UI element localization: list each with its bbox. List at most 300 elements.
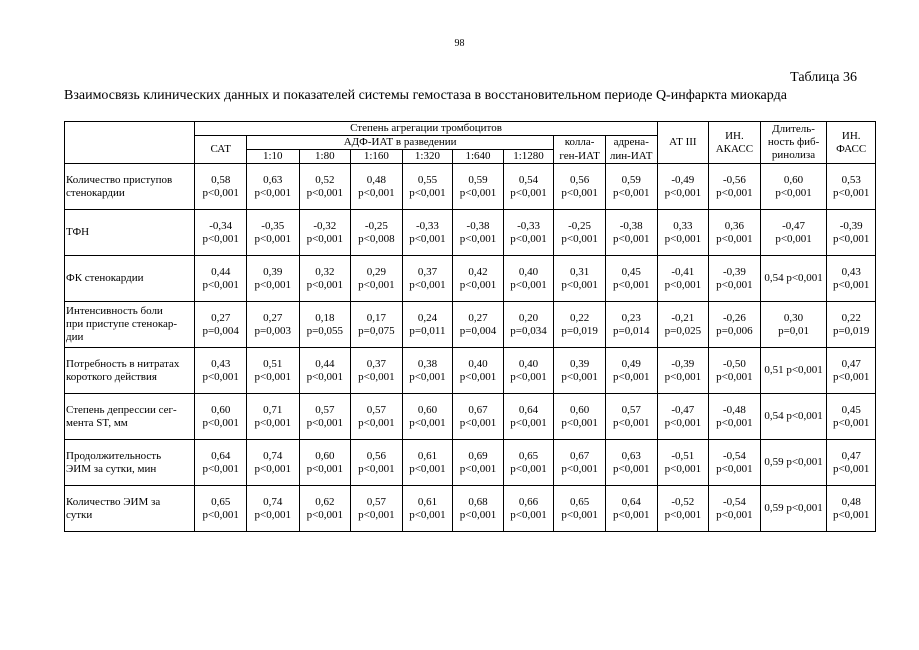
cell-value: 0,55	[417, 173, 438, 186]
header-dilution: 1:10	[246, 150, 299, 164]
cell-p-value: p<0,001	[459, 186, 497, 199]
cell-p-value: p<0,001	[358, 370, 395, 383]
cell-value: -0,38	[466, 219, 490, 232]
cell-value: 0,47	[841, 449, 861, 462]
cell-p-value: p=0,014	[612, 324, 650, 337]
cell-value: 0,65	[211, 495, 231, 508]
table-cell	[605, 486, 657, 532]
cell-p-value: p<0,001	[306, 416, 344, 429]
cell-value: 0,63	[621, 449, 641, 462]
cell-p-value: p<0,001	[254, 508, 291, 521]
table-cell	[503, 440, 554, 486]
cell-value: 0,38	[417, 357, 438, 370]
cell-value: 0,47	[841, 357, 861, 370]
cell-value: 0,20	[518, 311, 539, 324]
cell-value: 0,17	[366, 311, 387, 324]
cell-p-value: p<0,001	[832, 278, 870, 291]
header-in-fass-line1: ИН.	[841, 129, 861, 142]
cell-p-value: p<0,001	[612, 278, 650, 291]
table-cell	[402, 394, 453, 440]
cell-value: 0,57	[366, 495, 387, 508]
cell-p-value: p<0,001	[459, 370, 497, 383]
cell-p-value: p<0,001	[202, 186, 239, 199]
table-cell	[503, 302, 554, 348]
cell-value: 0,68	[468, 495, 488, 508]
table-row	[65, 394, 876, 440]
cell-p-value: p<0,001	[510, 508, 547, 521]
cell-value: 0,64	[518, 403, 539, 416]
table-row	[65, 302, 876, 348]
table-cell	[246, 256, 299, 302]
cell-p-value: p=0,034	[510, 324, 547, 337]
table-cell	[760, 486, 827, 532]
cell-p-value: p<0,001	[561, 278, 598, 291]
row-label	[65, 394, 195, 440]
row-label-line: Степень депрессии сег-	[66, 403, 177, 416]
table-row	[65, 440, 876, 486]
table-cell	[195, 440, 247, 486]
table-cell	[760, 440, 827, 486]
header-fibrinolysis-line1: Длитель-	[772, 123, 815, 135]
cell-value: -0,39	[671, 357, 695, 370]
header-in-akass-line2: АКАСС	[715, 142, 754, 155]
cell-value: 0,27	[263, 311, 283, 324]
cell-value: -0,32	[313, 219, 337, 232]
table-cell	[195, 486, 247, 532]
table-cell	[554, 210, 606, 256]
cell-p-value: p=0,019	[832, 324, 870, 337]
cell-p-value: p<0,001	[716, 186, 753, 199]
cell-value: -0,56	[722, 173, 746, 186]
table-cell	[503, 164, 554, 210]
table-cell	[709, 256, 761, 302]
cell-value: -0,47	[671, 403, 695, 416]
cell-value: 0,57	[315, 403, 335, 416]
table-cell	[554, 486, 606, 532]
header-in-fass	[827, 122, 876, 164]
cell-value: 0,67	[569, 449, 590, 462]
table-cell	[554, 164, 606, 210]
table-cell	[657, 256, 709, 302]
table-cell	[299, 348, 351, 394]
table-cell	[657, 486, 709, 532]
cell-p-value: p<0,001	[561, 508, 598, 521]
table-cell	[760, 348, 827, 394]
cell-value: -0,48	[722, 403, 746, 416]
table-cell	[605, 348, 657, 394]
cell-p-value: p<0,001	[510, 416, 547, 429]
table-cell	[246, 164, 299, 210]
table-cell	[351, 348, 403, 394]
header-in-fass-line2: ФАСС	[836, 142, 867, 155]
table-cell	[827, 440, 876, 486]
table-body	[65, 164, 876, 532]
table-cell	[195, 302, 247, 348]
cell-value: 0,56	[366, 449, 387, 462]
header-kollagen-top: колла-	[554, 136, 606, 150]
table-cell	[402, 486, 453, 532]
cell-value: 0,18	[315, 311, 335, 324]
cell-p-value: p<0,001	[459, 462, 497, 475]
cell-value: 0,43	[211, 357, 231, 370]
cell-p-value: p=0,075	[358, 324, 395, 337]
header-sat: САТ	[195, 136, 247, 164]
cell-value: 0,31	[569, 265, 590, 278]
row-label	[65, 348, 195, 394]
cell-p-value: p<0,001	[306, 232, 344, 245]
table-cell	[402, 256, 453, 302]
table-cell	[657, 210, 709, 256]
cell-value: -0,39	[722, 265, 746, 278]
cell-value: 0,40	[518, 265, 539, 278]
cell-value: 0,45	[621, 265, 641, 278]
cell-p-value: p<0,001	[832, 416, 870, 429]
table-cell	[827, 394, 876, 440]
cell-p-value: p<0,001	[358, 278, 395, 291]
cell-p-value: p<0,001	[202, 462, 239, 475]
table-cell	[453, 164, 504, 210]
cell-value: 0,39	[263, 265, 283, 278]
cell-value: 0,59	[468, 173, 488, 186]
table-cell	[827, 256, 876, 302]
table-cell	[453, 210, 504, 256]
table-cell	[605, 164, 657, 210]
cell-value: -0,49	[671, 173, 695, 186]
cell-value: -0,51	[671, 449, 695, 462]
cell-p-value: p<0,001	[510, 370, 547, 383]
cell-p-value: p<0,001	[664, 186, 702, 199]
cell-p-value: p<0,001	[664, 278, 702, 291]
cell-p-value: p<0,001	[612, 232, 650, 245]
cell-p-value: p<0,001	[561, 370, 598, 383]
cell-p-value: p<0,001	[832, 508, 870, 521]
table-cell	[760, 394, 827, 440]
cell-value: 0,48	[366, 173, 387, 186]
cell-p-value: p<0,001	[459, 416, 497, 429]
table-cell	[503, 256, 554, 302]
cell-value: 0,53	[841, 173, 861, 186]
table-cell	[503, 394, 554, 440]
table-cell	[453, 302, 504, 348]
cell-value: 0,59	[621, 173, 641, 186]
table-cell	[453, 394, 504, 440]
table-cell	[453, 486, 504, 532]
cell-p-value: p=0,004	[459, 324, 497, 337]
cell-p-value: p<0,001	[775, 186, 812, 199]
page-number: 98	[454, 38, 465, 49]
cell-p-value: p<0,001	[409, 278, 446, 291]
row-label	[65, 486, 195, 532]
cell-p-value: p=0,01	[778, 324, 810, 337]
table-cell	[402, 348, 453, 394]
table-cell	[453, 348, 504, 394]
cell-p-value: p<0,001	[775, 232, 812, 245]
cell-value: 0,24	[417, 311, 438, 324]
row-label	[65, 210, 195, 256]
table-cell	[657, 302, 709, 348]
table-cell	[605, 256, 657, 302]
table-cell	[827, 486, 876, 532]
table-cell	[657, 164, 709, 210]
cell-p-value: p<0,001	[358, 462, 395, 475]
cell-p-value: p<0,001	[202, 370, 239, 383]
table-cell	[299, 440, 351, 486]
header-adf-dilution: АДФ-ИАТ в разведении	[246, 136, 553, 150]
cell-value: 0,22	[841, 311, 861, 324]
header-adrenalin-bottom: лин-ИАТ	[605, 150, 657, 164]
cell-value: 0,60	[417, 403, 438, 416]
cell-p-value: p<0,001	[306, 278, 344, 291]
row-label	[65, 440, 195, 486]
row-label-line: Продолжительность	[66, 449, 162, 462]
cell-value: 0,29	[366, 265, 387, 278]
cell-p-value: p<0,001	[612, 462, 650, 475]
header-fibrinolysis-line2: ность фиб-	[767, 136, 820, 148]
header-adrenalin-top: адрена-	[605, 136, 657, 150]
row-label-line: Потребность в нитратах	[66, 357, 180, 370]
table-cell	[299, 302, 351, 348]
cell-p-value: p<0,001	[202, 232, 239, 245]
cell-p-value: p=0,025	[664, 324, 702, 337]
cell-p-value: p<0,001	[510, 462, 547, 475]
table-row	[65, 210, 876, 256]
cell-value: 0,40	[518, 357, 539, 370]
table-cell	[351, 440, 403, 486]
cell-value: 0,60	[211, 403, 231, 416]
cell-value: 0,36	[724, 219, 745, 232]
row-label-line: Количество приступов	[66, 173, 173, 186]
cell-value: 0,48	[841, 495, 861, 508]
cell-value: 0,30	[783, 311, 804, 324]
cell-value: 0,54	[518, 173, 539, 186]
cell-p-value: p<0,001	[409, 416, 446, 429]
table-row	[65, 164, 876, 210]
cell-value: 0,32	[315, 265, 335, 278]
table-cell	[605, 440, 657, 486]
table-cell	[299, 394, 351, 440]
cell-p-value: p<0,001	[561, 416, 598, 429]
header-kollagen-bottom: ген-ИАТ	[554, 150, 606, 164]
cell-p-value: p<0,001	[306, 370, 344, 383]
row-label-line: дии	[66, 331, 84, 343]
cell-value: 0,54 p<0,001	[764, 272, 823, 284]
table-cell	[503, 486, 554, 532]
table-cell	[351, 256, 403, 302]
table-cell	[709, 486, 761, 532]
table-cell	[760, 302, 827, 348]
header-aggregation-group: Степень агрегации тромбоцитов	[195, 122, 657, 136]
table-title: Взаимосвязь клинических данных и показателей системы гемостаза в восстановительном периоде Q-инфаркта миокарда	[64, 88, 787, 103]
table-cell	[709, 302, 761, 348]
correlation-table	[64, 121, 876, 532]
cell-p-value: p<0,001	[561, 186, 598, 199]
cell-p-value: p<0,001	[561, 462, 598, 475]
cell-p-value: p<0,001	[459, 232, 497, 245]
table-cell	[402, 302, 453, 348]
cell-value: 0,59 p<0,001	[764, 502, 823, 514]
cell-value: -0,39	[839, 219, 863, 232]
cell-value: 0,51	[263, 357, 283, 370]
table-cell	[351, 302, 403, 348]
cell-p-value: p<0,001	[254, 462, 291, 475]
cell-value: -0,50	[722, 357, 746, 370]
header-blank-cell	[65, 122, 195, 164]
cell-value: 0,60	[315, 449, 335, 462]
table-cell	[657, 348, 709, 394]
table-cell	[195, 210, 247, 256]
cell-value: 0,63	[263, 173, 283, 186]
cell-p-value: p<0,001	[612, 508, 650, 521]
cell-value: 0,27	[211, 311, 231, 324]
table-cell	[827, 210, 876, 256]
row-label-line: ЭИМ за сутки, мин	[66, 462, 157, 475]
table-cell	[402, 440, 453, 486]
cell-value: -0,33	[415, 219, 439, 232]
cell-value: 0,69	[468, 449, 488, 462]
table-cell	[657, 394, 709, 440]
table-cell	[246, 210, 299, 256]
table-cell	[195, 256, 247, 302]
table-cell	[299, 486, 351, 532]
cell-value: -0,34	[209, 219, 233, 232]
table-cell	[827, 302, 876, 348]
table-cell	[709, 348, 761, 394]
cell-value: 0,44	[315, 357, 335, 370]
cell-p-value: p<0,001	[716, 462, 753, 475]
cell-value: 0,57	[366, 403, 387, 416]
cell-value: 0,33	[673, 219, 693, 232]
cell-value: -0,25	[364, 219, 388, 232]
row-label	[65, 302, 195, 348]
header-in-akass	[709, 122, 761, 164]
table-cell	[709, 210, 761, 256]
cell-p-value: p<0,001	[409, 186, 446, 199]
cell-value: 0,44	[211, 265, 231, 278]
cell-p-value: p<0,001	[832, 186, 870, 199]
header-fibrinolysis-line3: ринолиза	[771, 149, 816, 161]
header-fibrinolysis	[760, 122, 827, 164]
cell-p-value: p<0,001	[716, 370, 753, 383]
table-row	[65, 486, 876, 532]
row-label-line: Интенсивность боли	[66, 305, 163, 317]
table-cell	[605, 302, 657, 348]
cell-p-value: p<0,001	[612, 370, 650, 383]
cell-p-value: p<0,001	[664, 370, 702, 383]
table-cell	[760, 256, 827, 302]
header-in-akass-line1: ИН.	[725, 129, 744, 142]
table-cell	[827, 348, 876, 394]
cell-p-value: p<0,001	[510, 278, 547, 291]
cell-p-value: p<0,001	[254, 278, 291, 291]
header-dilution: 1:1280	[503, 150, 554, 164]
table-cell	[503, 210, 554, 256]
cell-value: -0,25	[568, 219, 592, 232]
table-cell	[246, 486, 299, 532]
table-label: Таблица 36	[790, 70, 857, 85]
cell-p-value: p<0,001	[202, 416, 239, 429]
cell-value: 0,60	[783, 173, 804, 186]
cell-value: 0,65	[569, 495, 590, 508]
cell-p-value: p=0,004	[202, 324, 239, 337]
cell-value: 0,64	[211, 449, 231, 462]
cell-p-value: p<0,001	[510, 186, 547, 199]
cell-value: 0,57	[621, 403, 641, 416]
cell-p-value: p=0,011	[409, 324, 446, 337]
cell-p-value: p<0,001	[358, 186, 395, 199]
table-cell	[351, 394, 403, 440]
table-cell	[760, 210, 827, 256]
header-at3: АТ III	[657, 122, 709, 164]
table-row	[65, 348, 876, 394]
table-cell	[246, 394, 299, 440]
table-cell	[605, 210, 657, 256]
table-cell	[402, 210, 453, 256]
cell-value: 0,39	[569, 357, 590, 370]
cell-value: 0,43	[841, 265, 861, 278]
cell-value: -0,54	[722, 449, 746, 462]
cell-p-value: p<0,001	[664, 508, 702, 521]
cell-value: -0,52	[671, 495, 695, 508]
cell-p-value: p<0,001	[254, 370, 291, 383]
table-cell	[554, 256, 606, 302]
cell-p-value: p=0,006	[716, 324, 753, 337]
row-label	[65, 256, 195, 302]
cell-value: 0,67	[468, 403, 488, 416]
cell-value: 0,27	[468, 311, 488, 324]
table-cell	[760, 164, 827, 210]
cell-p-value: p<0,001	[510, 232, 547, 245]
table-cell	[246, 348, 299, 394]
cell-p-value: p<0,001	[832, 462, 870, 475]
cell-p-value: p<0,001	[202, 278, 239, 291]
row-label-line: сутки	[66, 508, 93, 521]
cell-p-value: p<0,001	[409, 370, 446, 383]
cell-value: 0,54 p<0,001	[764, 410, 823, 422]
row-label-line: мента ST, мм	[66, 416, 128, 429]
cell-value: 0,52	[315, 173, 335, 186]
cell-value: 0,51 p<0,001	[764, 364, 823, 376]
header-dilution: 1:160	[351, 150, 403, 164]
cell-p-value: p<0,001	[409, 462, 446, 475]
table-cell	[351, 210, 403, 256]
cell-value: 0,61	[417, 449, 438, 462]
cell-p-value: p<0,001	[254, 232, 291, 245]
cell-p-value: p<0,008	[358, 232, 395, 245]
table-cell	[605, 394, 657, 440]
cell-value: 0,37	[417, 265, 438, 278]
table-cell	[657, 440, 709, 486]
cell-value: 0,74	[263, 495, 283, 508]
table-cell	[554, 348, 606, 394]
cell-value: 0,49	[621, 357, 641, 370]
cell-p-value: p<0,001	[716, 416, 753, 429]
cell-p-value: p<0,001	[716, 508, 753, 521]
cell-p-value: p<0,001	[306, 186, 344, 199]
cell-value: 0,22	[569, 311, 590, 324]
cell-value: -0,35	[261, 219, 285, 232]
cell-p-value: p<0,001	[459, 278, 497, 291]
table-cell	[299, 256, 351, 302]
table-cell	[709, 164, 761, 210]
cell-value: -0,47	[782, 219, 805, 232]
table-cell	[554, 302, 606, 348]
cell-value: 0,23	[621, 311, 641, 324]
cell-value: -0,54	[722, 495, 746, 508]
cell-value: 0,71	[263, 403, 283, 416]
cell-p-value: p<0,001	[202, 508, 239, 521]
cell-p-value: p<0,001	[409, 508, 446, 521]
table-cell	[503, 348, 554, 394]
